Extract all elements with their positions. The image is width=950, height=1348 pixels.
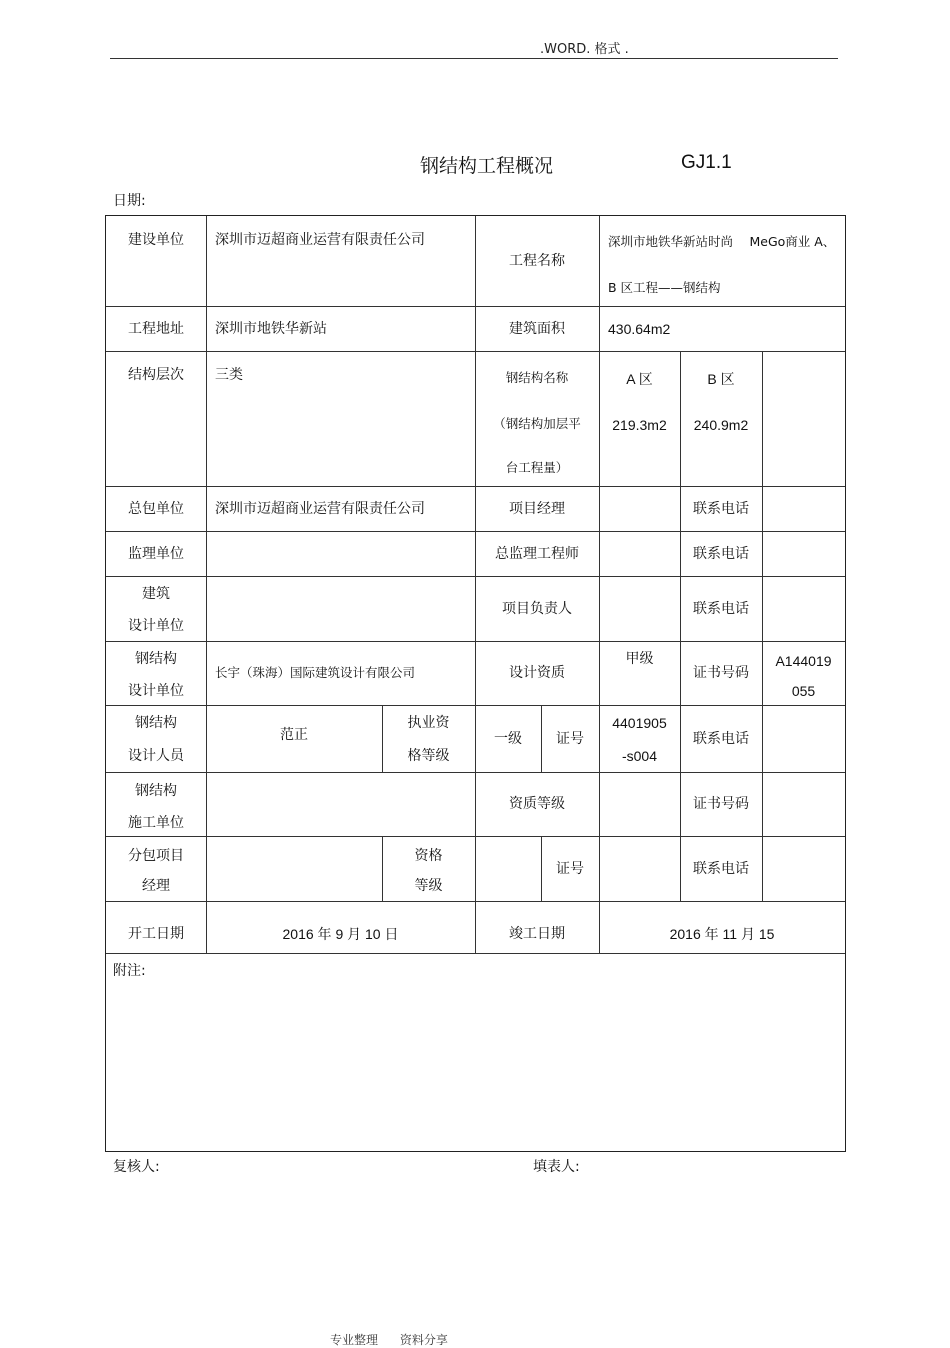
value-certificate-no-line1: 4401905 xyxy=(612,715,667,731)
label-steel-designer-line2: 设计人员 xyxy=(128,748,184,764)
label-start-date: 开工日期 xyxy=(128,926,184,942)
value-general-contractor: 深圳市迈超商业运营有限责任公司 xyxy=(215,500,425,517)
label-completion-date: 竣工日期 xyxy=(509,926,565,942)
label-project-address: 工程地址 xyxy=(128,320,184,337)
label-certificate-no: 证号 xyxy=(556,730,584,747)
label-design-qualification: 设计资质 xyxy=(509,665,565,681)
label-general-contractor: 总包单位 xyxy=(128,500,184,517)
label-supervision-unit: 监理单位 xyxy=(128,545,184,562)
label-chief-supervisor: 总监理工程师 xyxy=(495,545,579,562)
label-project-name: 工程名称 xyxy=(509,253,565,269)
label-certificate-no: 证号 xyxy=(556,860,584,877)
value-construction-unit: 深圳市迈超商业运营有限责任公司 xyxy=(215,232,425,248)
zone-b-value: 240.9m2 xyxy=(693,417,749,433)
label-architecture-design-line2: 设计单位 xyxy=(128,618,184,634)
label-building-area: 建筑面积 xyxy=(509,320,565,337)
value-project-name-line2: B 区工程——钢结构 xyxy=(608,280,721,295)
label-contact-phone: 联系电话 xyxy=(693,730,749,747)
label-steel-construction-unit-line2: 施工单位 xyxy=(128,815,184,831)
reviewer-label: 复核人: xyxy=(113,1159,160,1175)
label-certificate-number: 证书号码 xyxy=(693,796,749,812)
label-contact-phone: 联系电话 xyxy=(693,500,749,517)
footer-left-text: 专业整理 xyxy=(330,1333,379,1347)
label-steel-name-line3: 台工程量） xyxy=(505,460,569,475)
label-qualification-level-line2: 等级 xyxy=(414,878,443,894)
value-start-date: 2016 年 9 月 10 日 xyxy=(282,926,399,942)
label-steel-design-unit-line2: 设计单位 xyxy=(128,683,184,699)
label-construction-unit: 建设单位 xyxy=(128,232,184,248)
filler-label: 填表人: xyxy=(533,1159,580,1175)
header-divider xyxy=(110,58,838,59)
page-header-text: .WORD. 格式 . xyxy=(540,42,629,57)
zone-b-label: B 区 xyxy=(707,371,735,387)
label-subcontract-manager-line1: 分包项目 xyxy=(128,848,184,864)
value-steel-designer: 范正 xyxy=(280,727,308,743)
value-practice-qualification: 一级 xyxy=(494,730,522,747)
value-steel-design-unit: 长宇（珠海）国际建筑设计有限公司 xyxy=(215,665,416,680)
label-project-leader: 项目负责人 xyxy=(502,600,572,617)
label-steel-designer-line1: 钢结构 xyxy=(135,715,177,731)
label-steel-design-unit-line1: 钢结构 xyxy=(135,651,177,667)
document-code: GJ1.1 xyxy=(681,152,732,173)
value-certificate-number-line1: A144019 xyxy=(775,653,832,669)
date-label: 日期: xyxy=(113,193,146,209)
project-overview-table xyxy=(105,215,846,1152)
zone-a-value: 219.3m2 xyxy=(612,417,667,433)
value-project-name-line1: 深圳市地铁华新站时尚 MeGo商业 A、 xyxy=(608,234,836,249)
value-structure-level: 三类 xyxy=(215,367,243,383)
value-project-address: 深圳市地铁华新站 xyxy=(215,320,327,337)
label-qualification-level-line1: 资格 xyxy=(414,848,443,864)
label-structure-level: 结构层次 xyxy=(128,367,184,383)
value-certificate-no-line2: -s004 xyxy=(621,748,658,764)
label-remarks: 附注: xyxy=(113,963,146,979)
label-steel-construction-unit-line1: 钢结构 xyxy=(135,783,177,799)
label-contact-phone: 联系电话 xyxy=(693,860,749,877)
label-subcontract-manager-line2: 经理 xyxy=(142,878,170,894)
label-architecture-design-line1: 建筑 xyxy=(142,586,170,602)
value-building-area: 430.64m2 xyxy=(608,320,671,337)
value-certificate-number-line2: 055 xyxy=(791,683,816,699)
footer-right-text: 资料分享 xyxy=(399,1333,448,1347)
label-qualification-grade: 资质等级 xyxy=(509,796,565,812)
label-contact-phone: 联系电话 xyxy=(693,600,749,617)
label-steel-name-line2: （钢结构加层平 xyxy=(493,416,581,431)
label-practice-qualification-line1: 执业资 xyxy=(407,715,450,731)
label-steel-name-line1: 钢结构名称 xyxy=(505,370,569,385)
label-contact-phone: 联系电话 xyxy=(693,545,749,562)
label-certificate-number: 证书号码 xyxy=(693,665,749,681)
value-design-qualification: 甲级 xyxy=(625,651,654,667)
value-completion-date: 2016 年 11 月 15 xyxy=(669,926,775,942)
page-footer xyxy=(330,1331,466,1348)
zone-a-label: A 区 xyxy=(626,371,653,387)
label-practice-qualification-line2: 格等级 xyxy=(407,748,450,764)
document-title: 钢结构工程概况 xyxy=(420,155,554,177)
label-project-manager: 项目经理 xyxy=(509,500,565,517)
